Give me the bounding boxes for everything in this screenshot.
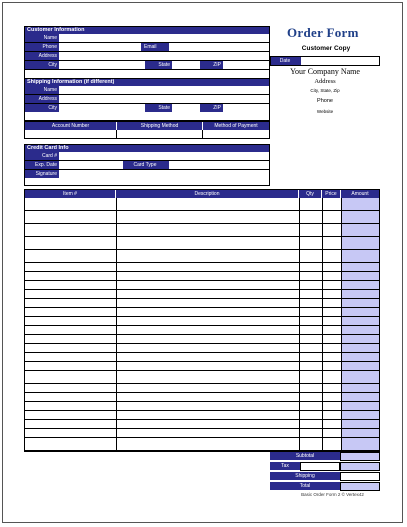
exp-date-row [25, 161, 269, 170]
column-divider [299, 198, 300, 451]
customer-zip-field[interactable] [223, 61, 269, 69]
table-row[interactable] [25, 353, 379, 362]
table-row[interactable] [25, 263, 379, 272]
account-section [24, 121, 270, 139]
shipping-zip-field[interactable] [223, 104, 269, 112]
customer-city-label: City [25, 61, 59, 69]
customer-phone-row [25, 43, 269, 52]
signature-row [25, 170, 269, 179]
exp-date-label: Exp. Date [25, 161, 59, 169]
customer-name-row [25, 34, 269, 43]
card-number-label: Card # [25, 152, 59, 160]
customer-city-field[interactable] [59, 61, 145, 69]
table-row[interactable] [25, 224, 379, 237]
total-label: Total [270, 482, 340, 491]
table-row[interactable] [25, 384, 379, 393]
signature-label: Signature [25, 170, 59, 178]
shipping-info-header: Shipping Information (if different) [25, 79, 269, 86]
shipping-state-field[interactable] [172, 104, 200, 112]
table-row[interactable] [25, 299, 379, 308]
customer-phone-field[interactable] [59, 43, 141, 51]
account-number-header: Account Number [25, 122, 117, 130]
total-value [340, 482, 380, 491]
shipping-address-label: Address [25, 95, 59, 103]
shipping-label: Shipping [270, 472, 340, 481]
items-header-row [25, 190, 379, 198]
customer-email-field[interactable] [169, 43, 269, 51]
table-row[interactable] [25, 272, 379, 281]
table-row[interactable] [25, 281, 379, 290]
signature-field[interactable] [59, 170, 269, 178]
table-row[interactable] [25, 362, 379, 371]
shipping-value-field[interactable] [340, 472, 380, 481]
tax-value [340, 462, 380, 471]
credit-card-header: Credit Card Info [25, 145, 269, 152]
company-city-state-zip: City, State, Zip [310, 88, 340, 93]
credit-card-section [24, 144, 270, 186]
customer-state-field[interactable] [172, 61, 200, 69]
shipping-city-row [25, 104, 269, 113]
date-field[interactable] [301, 57, 379, 65]
table-row[interactable] [25, 402, 379, 411]
company-website: Website [316, 109, 334, 114]
date-label: Date [271, 57, 301, 65]
column-divider [341, 198, 342, 451]
shipping-name-label: Name [25, 86, 59, 94]
table-row[interactable] [25, 290, 379, 299]
table-row[interactable] [25, 250, 379, 263]
table-row[interactable] [25, 393, 379, 402]
item-number-header: Item # [25, 190, 116, 198]
shipping-info-section [24, 79, 270, 121]
table-row[interactable] [25, 420, 379, 429]
card-type-label: Card Type [123, 161, 169, 169]
shipping-city-field[interactable] [59, 104, 145, 112]
customer-address-field[interactable] [59, 52, 269, 60]
table-row[interactable] [25, 326, 379, 335]
card-number-field[interactable] [59, 152, 269, 160]
table-row[interactable] [25, 371, 379, 384]
column-divider [116, 198, 117, 451]
table-row[interactable] [25, 344, 379, 353]
table-row[interactable] [25, 411, 379, 420]
card-number-row [25, 152, 269, 161]
company-phone: Phone [317, 98, 333, 104]
customer-email-label: Email [141, 43, 169, 51]
table-row[interactable] [25, 438, 379, 451]
customer-name-field[interactable] [59, 34, 269, 42]
customer-info-section [24, 26, 270, 79]
table-row[interactable] [25, 335, 379, 344]
shipping-address-row [25, 95, 269, 104]
shipping-address-field[interactable] [59, 95, 269, 103]
description-header: Description [116, 190, 299, 198]
shipping-city-label: City [25, 104, 59, 112]
table-row[interactable] [25, 429, 379, 438]
shipping-method-field[interactable] [117, 130, 203, 138]
date-field-row [270, 56, 380, 66]
customer-city-row [25, 61, 269, 70]
company-address: Address [314, 78, 336, 85]
tax-rate-field[interactable] [300, 462, 340, 471]
form-title: Order Form [287, 25, 359, 40]
table-row[interactable] [25, 237, 379, 250]
table-row[interactable] [25, 198, 379, 211]
subtotal-label: Subtotal [270, 452, 340, 461]
footer-credit: Basic Order Form 2 © Vertex42 [301, 492, 364, 497]
totals-section [270, 452, 380, 492]
table-row[interactable] [25, 308, 379, 317]
customer-phone-label: Phone [25, 43, 59, 51]
amount-header: Amount [341, 190, 379, 198]
column-divider [322, 198, 323, 451]
exp-date-field[interactable] [59, 161, 123, 169]
shipping-state-label: State [145, 104, 172, 112]
shipping-name-row [25, 86, 269, 95]
price-header: Price [322, 190, 341, 198]
customer-info-header: Customer Information [25, 27, 269, 34]
payment-method-header: Method of Payment [203, 122, 269, 130]
table-row[interactable] [25, 317, 379, 326]
customer-zip-label: ZIP [200, 61, 223, 69]
account-number-field[interactable] [25, 130, 117, 138]
qty-header: Qty [299, 190, 322, 198]
payment-method-field[interactable] [203, 130, 269, 138]
tax-label: Tax [270, 462, 300, 471]
company-name: Your Company Name [290, 67, 360, 76]
customer-address-label: Address [25, 52, 59, 60]
card-type-field[interactable] [169, 161, 269, 169]
customer-address-row [25, 52, 269, 61]
shipping-zip-label: ZIP [200, 104, 223, 112]
table-row[interactable] [25, 211, 379, 224]
customer-name-label: Name [25, 34, 59, 42]
shipping-method-header: Shipping Method [117, 122, 203, 130]
shipping-name-field[interactable] [59, 86, 269, 94]
customer-state-label: State [145, 61, 172, 69]
subtotal-value [340, 452, 380, 461]
copy-label: Customer Copy [301, 45, 351, 52]
items-table [24, 189, 380, 452]
